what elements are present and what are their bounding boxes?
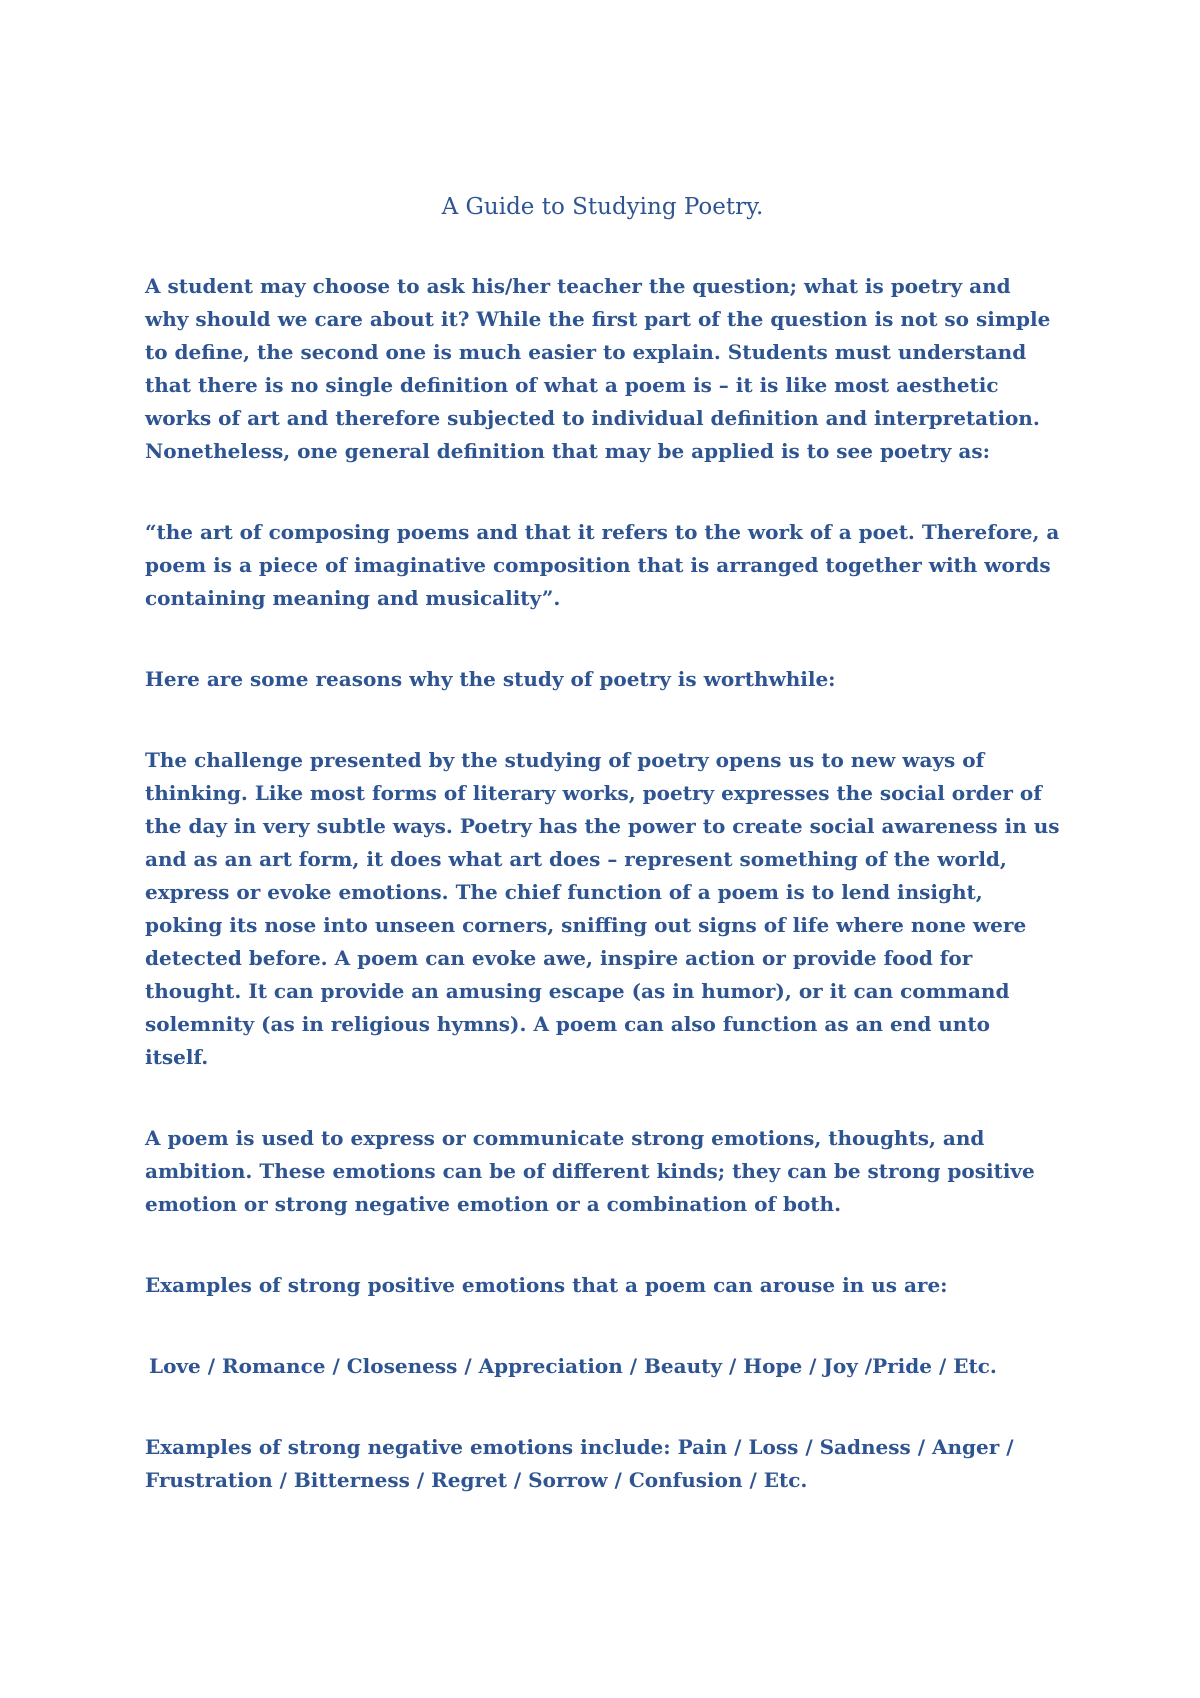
paragraph-challenge: The challenge presented by the studying of poetry opens us to new ways of thinking. Like most forms of literary works, poetry expresses the social order of the day in very subtle ways. Poetry has the power to create social awareness in us and as an art form, it does what art does – represent something of the world, express or evoke emotions. The chief function of a poem is to lend insight, poking its nose into unseen corners, sniffing out signs of life where none were detected before. A poem can evoke awe, inspire action or provide food for thought. It can provide an amusing escape (as in humor), or it can command solemnity (as in religious hymns). A poem can also function as an end unto itself. [145,748,1060,1069]
document-body [145,192,1060,1545]
document-title: A Guide to Studying Poetry. [441,194,764,220]
paragraph-definition-quote: “the art of composing poems and that it refers to the work of a poet. Therefore, a poem is a piece of imaginative composition that is arranged together with words containing meaning and musicality”. [145,520,1060,610]
paragraph-intro: A student may choose to ask his/her teacher the question; what is poetry and why should we care about it? While the first part of the question is not so simple to define, the second one is much easier to explain. Students must understand that there is no single definition of what a poem is – it is like most aesthetic works of art and therefore subjected to individual definition and interpretation. Nonetheless, one general definition that may be applied is to see poetry as: [145,274,1051,463]
paragraph-positive-lead: Examples of strong positive emotions that a poem can arouse in us are: [145,1273,948,1297]
paragraph-emotions: A poem is used to express or communicate strong emotions, thoughts, and ambition. These emotions can be of different kinds; they can be strong positive emotion or strong negative emotion or a combination of both. [145,1126,1035,1216]
negative-emotions-list: Examples of strong negative emotions include: Pain / Loss / Sadness / Anger / Frustration / Bitterness / Regret / Sorrow / Confusion / Etc. [145,1435,1014,1492]
paragraph-reasons-lead: Here are some reasons why the study of poetry is worthwhile: [145,667,836,691]
positive-emotions-list: Love / Romance / Closeness / Appreciation / Beauty / Hope / Joy /Pride / Etc. [149,1354,997,1378]
